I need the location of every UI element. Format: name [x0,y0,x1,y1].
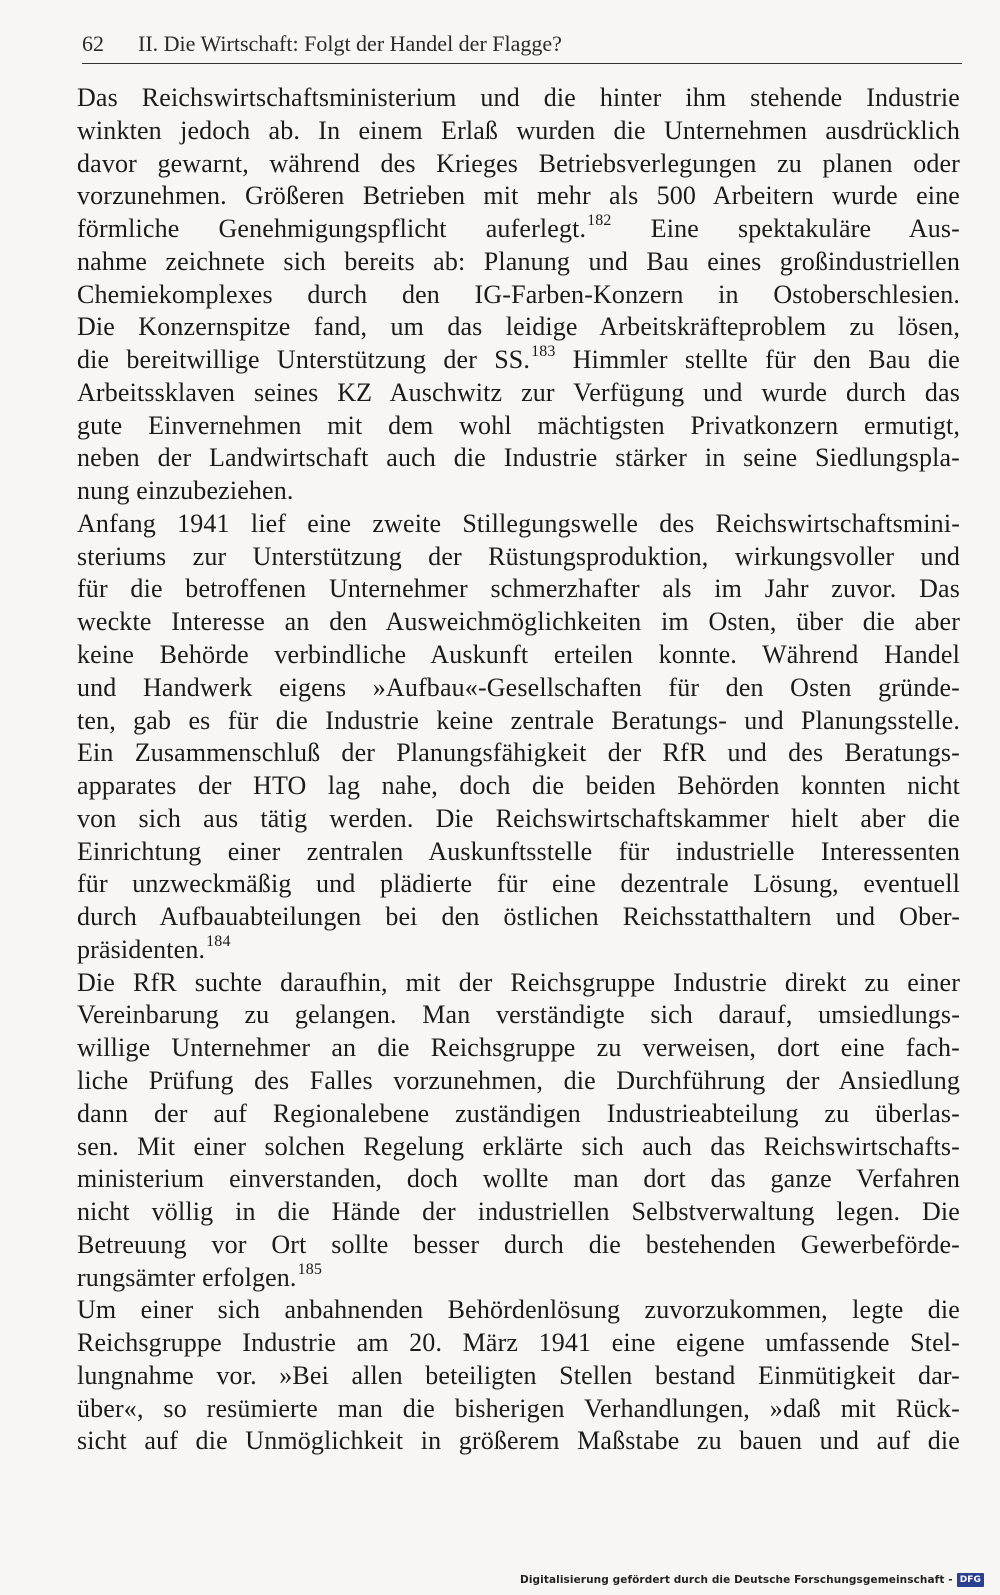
text-line-content [77,148,960,181]
text-line-content [77,1360,960,1393]
text-line [77,1098,960,1131]
text-line-content [77,1032,960,1065]
text-line-main: durch Aufbauabteilungen bei den östlichen Reichsstatthaltern und Ober- [77,902,960,932]
text-line [77,1032,960,1065]
text-line-main: Um einer sich anbahnenden Behördenlösung zuvorzukommen, legte die [77,1295,960,1325]
footnote-marker: 182 [587,212,612,230]
text-line-content [77,475,960,508]
text-line-content [77,573,960,606]
text-line-main: apparates der HTO lag nahe, doch die beiden Behörden konnten nicht [77,771,960,801]
text-line-main: ten, gab es für die Industrie keine zentrale Beratungs- und Planungsstelle. [77,705,960,735]
page-number: 62 [82,31,104,56]
text-line [77,213,960,246]
footnote-marker: 184 [206,932,231,950]
text-line-content [77,934,960,967]
text-line-main: lungnahme vor. »Bei allen beteiligten Stellen bestand Einmütigkeit dar- [77,1360,960,1390]
text-line-main: Betreuung vor Ort sollte besser durch die bestehenden Gewerbeförde- [77,1229,960,1259]
text-line [77,639,960,672]
text-line-content [77,213,960,246]
text-line-continuation: Eine spektakuläre Aus- [611,214,960,244]
text-line [77,1196,960,1229]
text-line-main: weckte Interesse an den Ausweichmöglichkeiten im Osten, über die aber [77,607,960,637]
text-line [77,82,960,115]
dfg-logo: DFG [957,1573,984,1587]
text-line-content [77,705,960,738]
text-line-main: sen. Mit einer solchen Regelung erklärte sich auch das Reichswirtschafts- [77,1131,960,1161]
text-line-content [77,115,960,148]
text-line-content [77,770,960,803]
text-line-main: gute Einvernehmen mit dem wohl mächtigsten Privatkonzern ermutigt, [77,410,960,440]
text-line-main: für unzweckmäßig und plädierte für eine dezentrale Lösung, eventuell [77,869,960,899]
text-line [77,344,960,377]
text-line [77,1393,960,1426]
text-line [77,934,960,967]
text-line-content [77,1131,960,1164]
text-line [77,1294,960,1327]
text-line-main: und Handwerk eigens »Aufbau«-Gesellschaften für den Osten gründe- [77,672,960,702]
text-line-main: für die betroffenen Unternehmer schmerzhafter als im Jahr zuvor. Das [77,574,960,604]
text-line [77,1229,960,1262]
text-line-content [77,377,960,410]
text-line [77,672,960,705]
text-line-content [77,803,960,836]
text-line-content [77,180,960,213]
text-line-content [77,1065,960,1098]
text-line-content [77,82,960,115]
text-line-content [77,1098,960,1131]
text-line-main: Einrichtung einer zentralen Auskunftsstelle für industrielle Interessenten [77,836,960,866]
text-line-main: liche Prüfung des Falles vorzunehmen, die Durchführung der Ansiedlung [77,1065,960,1095]
text-line [77,180,960,213]
text-line-main: Anfang 1941 lief eine zweite Stillegungswelle des Reichswirtschaftsmini- [77,508,960,538]
text-line-main: nung einzubeziehen. [77,476,294,506]
text-line-main: förmliche Genehmigungspflicht auferlegt. [77,214,587,244]
text-line-main: keine Behörde verbindliche Auskunft erteilen konnte. Während Handel [77,640,960,670]
running-header [82,26,962,62]
text-line [77,901,960,934]
text-line [77,737,960,770]
text-line [77,868,960,901]
footnote-marker: 185 [297,1260,323,1278]
text-line-content [77,1196,960,1229]
text-line-content [77,344,960,377]
footnote-marker: 183 [531,343,556,361]
text-line [77,705,960,738]
text-line-content [77,1294,960,1327]
text-line-content [77,967,960,1000]
text-line [77,1425,960,1458]
text-line-content [77,737,960,770]
text-line [77,115,960,148]
text-line-main: Ein Zusammenschluß der Planungsfähigkeit der RfR und des Beratungs- [77,738,960,768]
text-line [77,803,960,836]
text-line-content [77,1425,960,1458]
text-line [77,573,960,606]
text-line-main: steriums zur Unterstützung der Rüstungsproduktion, wirkungsvoller und [77,541,960,571]
text-line-main: Arbeitssklaven seines KZ Auschwitz zur Verfügung und wurde durch das [77,377,960,407]
text-line [77,541,960,574]
text-line [77,311,960,344]
text-line-content [77,868,960,901]
footer-text: Digitalisierung gefördert durch die Deutsche Forschungsgemeinschaft - [520,1574,953,1586]
text-line-main: über«, so resümierte man die bisherigen Verhandlungen, »daß mit Rück- [77,1393,960,1423]
text-line-content [77,410,960,443]
text-line [77,606,960,639]
text-line [77,1065,960,1098]
text-line [77,148,960,181]
footer-credit [520,1569,984,1591]
text-line-content [77,999,960,1032]
text-line [77,836,960,869]
text-line-main: von sich aus tätig werden. Die Reichswirtschaftskammer hielt aber die [77,803,960,833]
text-line-content [77,246,960,279]
text-line-content [77,1393,960,1426]
text-line [77,410,960,443]
text-line-content [77,672,960,705]
text-line [77,967,960,1000]
text-line-content [77,279,960,312]
text-line-content [77,311,960,344]
text-line [77,1131,960,1164]
text-line [77,999,960,1032]
text-line-content [77,541,960,574]
text-line-main: Reichsgruppe Industrie am 20. März 1941 eine eigene umfassende Stel- [77,1328,960,1358]
text-line-main: sicht auf die Unmöglichkeit in größerem Maßstabe zu bauen und auf die [77,1426,960,1456]
text-line [77,770,960,803]
body-text [77,82,960,1458]
text-line-continuation: Himmler stellte für den Bau die [555,345,961,375]
text-line-content [77,1327,960,1360]
text-line-main: Vereinbarung zu gelangen. Man verständigte sich darauf, umsiedlungs- [77,1000,960,1030]
running-title: II. Die Wirtschaft: Folgt der Handel der Flagge? [138,31,562,56]
text-line-main: davor gewarnt, während des Krieges Betriebsverlegungen zu planen oder [77,148,960,178]
text-line-main: neben der Landwirtschaft auch die Industrie stärker in seine Siedlungspla- [77,443,960,473]
text-line-main: nicht völlig in die Hände der industriellen Selbstverwaltung legen. Die [77,1197,960,1227]
text-line [77,1327,960,1360]
text-line-main: dann der auf Regionalebene zuständigen Industrieabteilung zu überlas- [77,1098,960,1128]
text-line-content [77,1229,960,1262]
text-line-content [77,508,960,541]
text-line-content [77,1262,960,1295]
text-line [77,508,960,541]
text-line [77,246,960,279]
text-line-main: willige Unternehmer an die Reichsgruppe zu verweisen, dort eine fach- [77,1033,960,1063]
text-line-main: Das Reichswirtschaftsministerium und die hinter ihm stehende Industrie [77,83,960,112]
text-line [77,1360,960,1393]
text-line-main: Chemiekomplexes durch den IG-Farben-Konzern in Ostoberschlesien. [77,279,960,309]
text-line-main: nahme zeichnete sich bereits ab: Planung und Bau eines großindustriellen [77,246,960,276]
text-line-content [77,639,960,672]
text-line [77,475,960,508]
text-line-main: winkten jedoch ab. In einem Erlaß wurden die Unternehmen ausdrücklich [77,115,960,145]
text-line [77,442,960,475]
text-line-content [77,442,960,475]
text-line [77,1163,960,1196]
text-line-main: Die Konzernspitze fand, um das leidige Arbeitskräfteproblem zu lösen, [77,312,960,342]
text-line-content [77,836,960,869]
text-line-main: präsidenten. [77,934,206,964]
text-line [77,279,960,312]
text-line-main: vorzunehmen. Größeren Betrieben mit mehr als 500 Arbeitern wurde eine [77,181,960,211]
text-line [77,377,960,410]
text-line-main: die bereitwillige Unterstützung der SS. [77,345,531,375]
text-line-content [77,1163,960,1196]
text-line-main: rungsämter erfolgen. [77,1262,297,1292]
text-line-main: Die RfR suchte daraufhin, mit der Reichsgruppe Industrie direkt zu einer [77,967,960,997]
text-line-main: ministerium einverstanden, doch wollte man dort das ganze Verfahren [77,1164,960,1194]
text-line-content [77,606,960,639]
header-rule [82,63,962,64]
text-line-content [77,901,960,934]
text-line [77,1262,960,1295]
